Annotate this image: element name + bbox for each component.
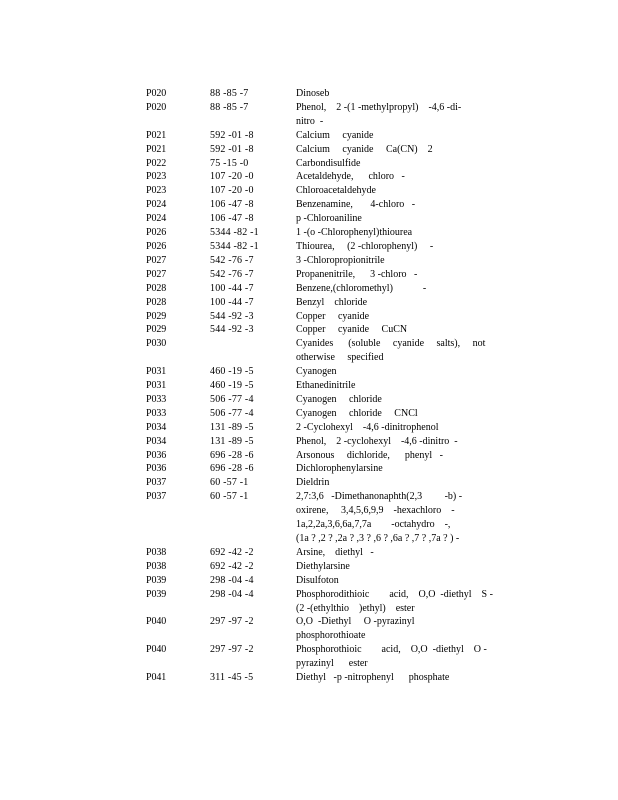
substance-name-line: Dichlorophenylarsine [296, 463, 383, 475]
substance-name [296, 393, 484, 407]
cas-number: 107 -20 -0 [210, 185, 254, 197]
table-row [146, 170, 486, 184]
substance-name-line: Thiourea, (2 -chlorophenyl) - [296, 240, 434, 252]
substance-name-line: (1a ? ,2 ? ,2a ? ,3 ? ,6 ? ,6a ? ,7 ? ,7a ? ) - [296, 533, 460, 544]
table-row [146, 574, 486, 588]
cas-number: 460 -19 -5 [210, 366, 254, 378]
substance-name-line: oxirene, 3,4,5,6,9,9 -hexachloro - [296, 505, 455, 517]
waste-code: P031 [146, 380, 167, 392]
table-row [146, 365, 486, 379]
table-row [146, 198, 486, 212]
substance-name [296, 87, 484, 101]
table-row [146, 87, 486, 101]
substance-name-line: pyrazinyl ester [296, 658, 368, 670]
substance-name [296, 323, 484, 337]
substance-name-line: 1 -(o -Chlorophenyl)thiourea [296, 227, 413, 239]
cas-number: 297 -97 -2 [210, 616, 254, 628]
cas-number: 75 -15 -0 [210, 157, 249, 169]
cas-number: 692 -42 -2 [210, 546, 254, 558]
substance-name-line: Dinoseb [296, 88, 330, 99]
table-row [146, 615, 486, 643]
substance-name-line: Arsine, diethyl - [296, 546, 374, 558]
substance-name-line: Phosphorodithioic acid, O,O -diethyl S - [296, 588, 493, 600]
waste-code: P036 [146, 449, 167, 461]
substance-name-line: nitro - [296, 115, 324, 127]
table-row [146, 212, 486, 226]
table-row [146, 129, 486, 143]
table-row [146, 323, 486, 337]
waste-code: P020 [146, 101, 167, 113]
substance-name-line: Phenol, 2 -cyclohexyl -4,6 -dinitro - [296, 435, 458, 447]
substance-name [296, 184, 484, 198]
substance-name [296, 615, 484, 643]
substance-name-line: O,O -Diethyl O -pyrazinyl [296, 616, 415, 628]
table-row [146, 226, 486, 240]
cas-number: 460 -19 -5 [210, 380, 254, 392]
substance-name [296, 476, 484, 490]
waste-code: P038 [146, 560, 167, 572]
substance-name [296, 101, 484, 129]
table-row [146, 421, 486, 435]
waste-code: P033 [146, 393, 167, 405]
table-row [146, 588, 493, 616]
table-row [146, 282, 486, 296]
substance-name [296, 198, 484, 212]
table-row [146, 449, 486, 463]
substance-name [296, 365, 484, 379]
waste-code: P023 [146, 185, 167, 197]
substance-name-line: Calcium cyanide Ca(CN) 2 [296, 143, 433, 155]
cas-number: 542 -76 -7 [210, 254, 254, 266]
cas-number: 544 -92 -3 [210, 324, 254, 336]
substance-name-line: otherwise specified [296, 352, 384, 364]
waste-code: P039 [146, 588, 167, 600]
cas-number: 297 -97 -2 [210, 644, 254, 656]
table-row [146, 546, 486, 560]
waste-code: P024 [146, 213, 167, 225]
substance-name-line: Acetaldehyde, chloro - [296, 171, 405, 183]
cas-number: 100 -44 -7 [210, 282, 254, 294]
table-row [146, 476, 486, 490]
cas-number: 106 -47 -8 [210, 213, 254, 225]
waste-code: P037 [146, 477, 167, 489]
substance-name-line: Arsonous dichloride, phenyl - [296, 449, 443, 461]
cas-number: 692 -42 -2 [210, 560, 254, 572]
table-row [146, 462, 486, 476]
hazardous-waste-table [146, 87, 493, 685]
cas-number: 506 -77 -4 [210, 393, 254, 405]
cas-number: 131 -89 -5 [210, 435, 254, 447]
substance-name [296, 574, 484, 588]
substance-name-line: Propanenitrile, 3 -chloro - [296, 268, 418, 280]
cas-number: 131 -89 -5 [210, 421, 254, 433]
substance-name [296, 157, 484, 171]
substance-name-line: 2,7:3,6 -Dimethanonaphth(2,3 -b) - [296, 491, 463, 503]
waste-code: P021 [146, 129, 167, 141]
waste-code: P027 [146, 268, 167, 280]
table-row [146, 490, 486, 546]
substance-name-line: 2 -Cyclohexyl -4,6 -dinitrophenol [296, 421, 439, 433]
substance-name [296, 170, 484, 184]
substance-name [296, 407, 484, 421]
waste-code: P028 [146, 282, 167, 294]
substance-name-line: Phenol, 2 -(1 -methylpropyl) -4,6 -di- [296, 101, 462, 113]
substance-name-line: p -Chloroaniline [296, 213, 362, 225]
substance-name [296, 588, 493, 616]
substance-name-line: Diethylarsine [296, 560, 350, 572]
substance-name-line: Benzenamine, 4-chloro - [296, 199, 416, 211]
table-row [146, 240, 486, 254]
substance-name [296, 282, 484, 296]
waste-code: P028 [146, 296, 167, 308]
substance-name-line: Diethyl -p -nitrophenyl phosphate [296, 672, 450, 684]
waste-code: P026 [146, 227, 167, 239]
substance-name-line: Carbondisulfide [296, 157, 361, 169]
substance-name-line: Cyanogen chloride CNCl [296, 407, 418, 419]
table-row [146, 393, 486, 407]
waste-code: P037 [146, 491, 167, 503]
waste-code: P020 [146, 88, 167, 99]
cas-number: 592 -01 -8 [210, 129, 254, 141]
waste-code: P041 [146, 672, 167, 684]
table-row [146, 143, 486, 157]
cas-number: 88 -85 -7 [210, 88, 249, 99]
substance-name-line: Ethanedinitrile [296, 380, 356, 392]
substance-name-line: Copper cyanide CuCN [296, 324, 408, 336]
substance-name [296, 310, 484, 324]
substance-name-line: Copper cyanide [296, 310, 370, 322]
waste-code: P021 [146, 143, 167, 155]
substance-name [296, 449, 484, 463]
substance-name [296, 254, 484, 268]
substance-name [296, 226, 484, 240]
cas-number: 542 -76 -7 [210, 268, 254, 280]
substance-name [296, 435, 484, 449]
cas-number: 696 -28 -6 [210, 463, 254, 475]
substance-name-line: phosphorothioate [296, 630, 366, 642]
waste-code: P040 [146, 644, 167, 656]
substance-name [296, 421, 484, 435]
substance-name [296, 212, 484, 226]
waste-code: P033 [146, 407, 167, 419]
table-row [146, 407, 486, 421]
waste-code: P031 [146, 366, 167, 378]
waste-code: P029 [146, 324, 167, 336]
substance-name [296, 490, 484, 546]
substance-name-line: Cyanides (soluble cyanide salts), not [296, 338, 486, 350]
substance-name [296, 546, 484, 560]
table-row [146, 310, 486, 324]
substance-name [296, 240, 484, 254]
table-row [146, 379, 486, 393]
table-row [146, 671, 486, 685]
substance-name [296, 337, 484, 365]
waste-code: P040 [146, 616, 167, 628]
substance-name-line: Cyanogen chloride [296, 393, 382, 405]
waste-code: P036 [146, 463, 167, 475]
substance-name-line: Phosphorothioic acid, O,O -diethyl O - [296, 644, 487, 656]
substance-name [296, 643, 487, 671]
substance-name-line: Benzene,(chloromethyl) - [296, 282, 427, 294]
waste-code: P039 [146, 574, 167, 586]
waste-code: P027 [146, 254, 167, 266]
waste-code: P034 [146, 435, 167, 447]
waste-code: P034 [146, 421, 167, 433]
cas-number: 298 -04 -4 [210, 588, 254, 600]
cas-number: 100 -44 -7 [210, 296, 254, 308]
substance-name-line: Cyanogen [296, 366, 337, 378]
cas-number: 60 -57 -1 [210, 491, 249, 503]
cas-number: 60 -57 -1 [210, 477, 249, 489]
substance-name [296, 268, 484, 282]
waste-code: P022 [146, 157, 167, 169]
substance-name-line: 3 -Chloropropionitrile [296, 254, 385, 266]
substance-name-line: Calcium cyanide [296, 129, 374, 141]
waste-code: P038 [146, 546, 167, 558]
cas-number: 88 -85 -7 [210, 101, 249, 113]
waste-code: P030 [146, 338, 167, 350]
substance-name-line: Benzyl chloride [296, 296, 368, 308]
cas-number: 311 -45 -5 [210, 672, 254, 684]
cas-number: 506 -77 -4 [210, 407, 254, 419]
substance-name-line: Dieldrin [296, 477, 330, 489]
substance-name [296, 671, 484, 685]
cas-number: 107 -20 -0 [210, 171, 254, 183]
substance-name [296, 379, 484, 393]
cas-number: 298 -04 -4 [210, 574, 254, 586]
table-row [146, 337, 486, 365]
table-row [146, 296, 486, 310]
substance-name-line: Disulfoton [296, 574, 339, 586]
cas-number: 5344 -82 -1 [210, 240, 259, 252]
substance-name-line: 1a,2,2a,3,6,6a,7,7a -octahydro -, [296, 519, 451, 531]
substance-name [296, 296, 484, 310]
table-row [146, 560, 486, 574]
cas-number: 592 -01 -8 [210, 143, 254, 155]
waste-code: P024 [146, 199, 167, 211]
substance-name [296, 560, 484, 574]
waste-code: P026 [146, 240, 167, 252]
table-row [146, 435, 486, 449]
cas-number: 5344 -82 -1 [210, 227, 259, 239]
substance-name [296, 129, 484, 143]
cas-number: 696 -28 -6 [210, 449, 254, 461]
table-row [146, 643, 486, 671]
substance-name-line: (2 -(ethylthio )ethyl) ester [296, 602, 415, 614]
substance-name [296, 462, 484, 476]
cas-number: 544 -92 -3 [210, 310, 254, 322]
waste-code: P029 [146, 310, 167, 322]
table-row [146, 101, 486, 129]
table-row [146, 254, 486, 268]
table-row [146, 157, 486, 171]
substance-name-line: Chloroacetaldehyde [296, 185, 376, 197]
substance-name [296, 143, 484, 157]
cas-number: 106 -47 -8 [210, 199, 254, 211]
waste-code: P023 [146, 171, 167, 183]
table-row [146, 268, 486, 282]
table-row [146, 184, 486, 198]
